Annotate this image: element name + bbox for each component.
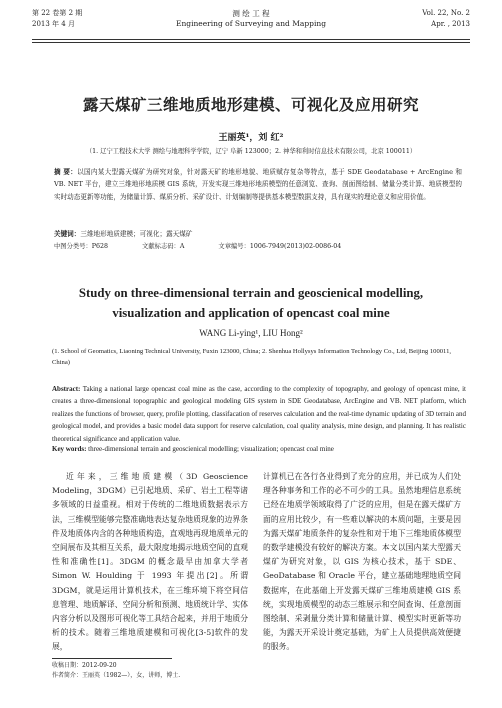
abstract-en-label: Abstract:	[52, 385, 81, 393]
header-rule-thin	[32, 42, 470, 43]
journal-volume: 第 22 卷第 2 期	[32, 9, 83, 17]
keywords-english	[52, 445, 466, 453]
journal-name-en: Engineering of Surveying and Mapping	[175, 19, 327, 28]
running-header	[32, 8, 470, 48]
title-chinese: 露天煤矿三维地质地形建模、可视化及应用研究	[82, 95, 419, 114]
body-column-left: 近年来，三维地质建模（3D Geoscience Modeling，3DGM）已引起地质、采矿、岩土工程等诸多领域的日益重视。相对于传统的二维地质数据表示方法，三维模型能够完整准确地表达复杂地质现象的边界条件及地质体内含的各种地质构造，直观地再现地质单元的空间展布及其相互关系，最大限度地揭示地质空间的直观性和准确性[1]。3DGM 的概念最早由加拿大学者 Simon W. Houlding 于 1993 年提出[2]。所谓 3DGM，就是运用计算机技术，在三维环境下将空间信息管理、地质解译、空间分析和预测、地质统计学、实体内容分析以及图形可视化等工具结合起来，并用于地质分析的技术。随着三维地质建模和可视化[3-5]软件的发展，	[52, 472, 248, 652]
abstract-label: 摘 要：	[54, 168, 78, 176]
journal-volume-en: Vol. 22, No. 2	[422, 9, 470, 17]
title-english	[20, 283, 482, 323]
title-english-line1: Study on three-dimensional terrain and geoscienical modelling,	[78, 286, 424, 300]
keywords-label: 关键词：	[54, 230, 81, 238]
affiliation-chinese: （1. 辽宁工程技术大学 测绘与地理科学学院，辽宁 阜新 123000；2. 神华和利时信息技术有限公司，北京 100011）	[85, 148, 417, 155]
abstract-text: 以国内某大型露天煤矿为研究对象，针对露天矿的地形地貌、地质赋存复杂等特点，基于 SDE Geodatabase + ArcEngine 和 VB. NET 平台，建立三维地形地质模 GIS 系统，开发实现三维地形地质模型的任意浏览、查询、剖面图绘制、储量分类计算、地质模型的实时动态更新等功能，为储量计算、煤质分析、采矿设计、计划编制等提供基本模型数据支持，具有现实的理论意义和应用价值。	[54, 168, 462, 201]
footnote-author: 作者简介：王丽英（1982—），女，讲师，博士.	[52, 671, 181, 679]
article-number: 文章编号：1006-7949(2013)02-0086-04	[218, 243, 342, 250]
keywords-en-label: Key words:	[52, 445, 87, 453]
header-rule	[32, 39, 470, 40]
journal-name: 测 绘 工 程	[232, 9, 270, 18]
abstract-chinese	[54, 166, 462, 203]
keywords-text: 三维地形地质建模；可视化；露天煤矿	[80, 230, 193, 238]
authors-chinese: 王丽英¹，刘 红²	[218, 133, 284, 143]
authors-english: WANG Li-ying¹, LIU Hong²	[199, 328, 303, 338]
body-column-right: 计算机已在各行各业得到了充分的应用，并已成为人们处理各种事务和工作的必不可少的工具。虽然地理信息系统已经在地质学领域取得了广泛的应用，但是在露天煤矿方面的应用比较少，有一些难以解决的本质问题，主要是因为露天煤矿地质条件的复杂性和对于地下三维地质体模型的数学建模没有较好的解决方案。本文以国内某大型露天煤矿为研究对象，以 GIS 为核心技术，基于 SDE、GeoDatabase 和 Oracle 平台，建立基础地理地质空间数据库，在此基础上开发露天煤矿三维地质建模 GIS 系统，实现地质模型的动态三维展示和空间查询、任意剖面图绘制、采剥量分类计算和储量计算、模型实时更新等功能，为露天开采设计奠定基础，为矿上人员提供高效便捷的服务。	[263, 472, 461, 652]
title-english-line2: visualization and application of opencast coal mine	[112, 306, 390, 320]
footnote-received: 收稿日期：2012-09-20	[52, 662, 117, 669]
keywords-en-text: three-dimensional terrain and geoscienical modelling; visualization; opencast coal mine	[88, 445, 334, 453]
journal-date-en: Apr. , 2013	[431, 20, 470, 28]
journal-date: 2013 年 4 月	[32, 20, 75, 28]
footnotes	[52, 661, 180, 680]
footnote-rule	[52, 658, 172, 659]
abstract-english	[52, 383, 466, 445]
classification-line	[54, 241, 462, 250]
doc-code: 文献标志码：A	[142, 243, 185, 250]
affiliation-english: (1. School of Geomatics, Liaoning Technical University, Fuxin 123000, China; 2. Shenhua Hollysys Information Technology Co., Ltd, Beijing 100011, China)	[52, 348, 452, 366]
keywords-chinese	[54, 228, 462, 238]
abstract-en-text: Taking a national large opencast coal mine as the case, according to the complexity of topography, and geology of opencast mine, it creates a three-dimensional topographic and geological modeling GIS system in SDE Geodatabase, ArcEngine and VB. NET platform, which realizes the functions of browser, query, profile plotting, classifacation of reserves calculation and the real-time dynamic updating of 3D terrain and geological model, and provides a basic model data support for reserve calculation, coal quality analysis, mine design, and planning. It has realistic theoretical significance and application value.	[52, 385, 466, 443]
class-number: 中图分类号：P628	[54, 243, 109, 250]
